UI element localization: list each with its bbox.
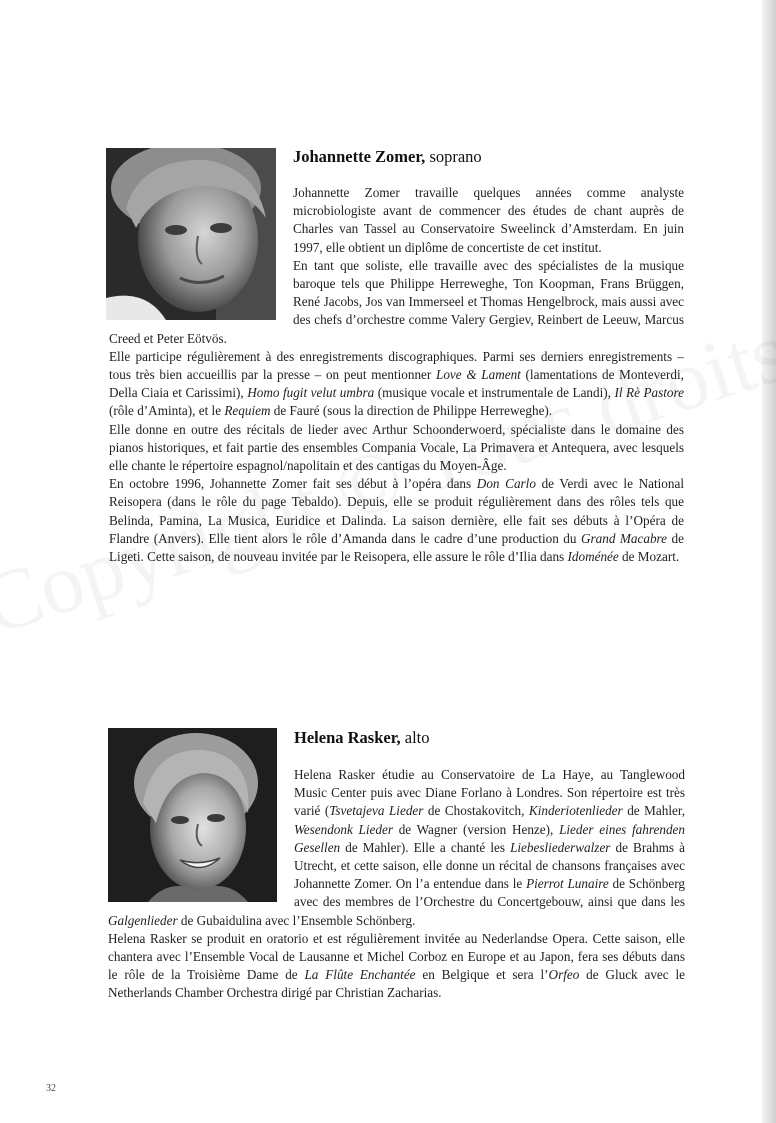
- text-run: de Ligeti. Cette saison, de nouveau invitée par le Reisopera, elle assure le rôle d’Ilia dans: [109, 530, 684, 565]
- text-run: de Mahler,: [622, 803, 686, 819]
- bio-title-helena-rasker: [294, 728, 430, 748]
- bio-paragraph: [109, 421, 684, 476]
- text-run: Helena Rasker étudie au Conservatoire de La Haye, au Tanglewood Music Center puis avec Diane Forlano à Londres. Son répertoire est très varié (: [294, 767, 685, 819]
- artist-name: Johannette Zomer,: [293, 147, 426, 166]
- text-run: de Verdi avec le National Reisopera (dans le rôle du page Tebaldo). Depuis, elle se produit régulièrement dans des rôles tels que Belinda, Pamina, La Musica, Euridice et Dalinda. La saison dernière, elle fait ses débuts à l’Opéra de Flandre (Anvers). Elle tient alors le rôle d’Amanda dans le cadre d’une production du: [109, 476, 684, 546]
- text-run: de Mahler). Elle a chanté les: [340, 839, 511, 855]
- text-run: de Mozart.: [618, 549, 680, 565]
- page-number: 32: [46, 1083, 56, 1094]
- text-run: Helena Rasker se produit en oratorio et est régulièrement invitée au Nederlandse Opera. Cette saison, elle chantera avec l’Ensemble Vocal de Lausanne et Michel Corboz en Europe et au Japon, fera ses débuts dans le rôle de la Troisième Dame de: [108, 930, 685, 983]
- text-run: En tant que soliste, elle travaille avec des spécialistes de la musique baroque tels que Philippe Herreweghe, Ton Koopman, Frans Brüggen, René Jacobs, Jos van Immerseel et Thomas Hengelbrock, mais aussi avec des chefs d’orchestre comme Valery Gergiev, Reinbert de Leeuw, Marcus Creed et Peter Eötvös.: [109, 257, 684, 346]
- work-title: Tsvetajeva Lieder: [329, 803, 424, 819]
- bio-paragraph: [108, 930, 685, 1003]
- work-title: Orfeo: [548, 967, 580, 983]
- text-run: Elle participe régulièrement à des enregistrements discographiques. Parmi ses derniers enregistrements – tous très bien accueillis par la presse – on peut mentionner: [109, 348, 684, 383]
- work-title: Don Carlo: [476, 476, 536, 492]
- work-title: Homo fugit velut umbra: [247, 385, 375, 401]
- bio-text-helena-rasker: [108, 766, 685, 1003]
- voice-type: alto: [404, 728, 430, 747]
- work-title: Idoménée: [567, 549, 619, 565]
- work-title: La Flûte Enchantée: [304, 967, 416, 983]
- text-run: en Belgique et sera l’: [415, 967, 549, 983]
- work-title: Grand Macabre: [580, 530, 668, 546]
- work-title: Requiem: [224, 403, 271, 419]
- work-title: Lieder eines fahrenden Gesellen: [294, 821, 686, 855]
- work-title: Kinderiotenlieder: [528, 803, 623, 819]
- artist-name: Helena Rasker,: [294, 728, 401, 747]
- bio-paragraph: [109, 348, 684, 421]
- work-title: Love & Lament: [436, 367, 521, 383]
- text-run: (lamentations de Monteverdi, Della Ciaia et Carissimi),: [109, 367, 684, 401]
- text-run: de Schönberg avec des membres de l’Orchestre du Concertgebouw, ainsi que dans les: [294, 876, 685, 910]
- text-run: Elle donne en outre des récitals de lieder avec Arthur Schoonderwoerd, spécialiste dans le domaine des pianos historiques, et fait partie des ensembles Compania Vocale, La Primavera et Antequera, avec lesquels elle chante le répertoire espagnol/napolitain et des cantigas du Moyen-Âge.: [109, 421, 684, 474]
- work-title: Wesendonk Lieder: [294, 821, 393, 837]
- page-edge-shadow: [762, 0, 776, 1123]
- voice-type: soprano: [429, 147, 482, 166]
- bio-paragraph: [109, 475, 684, 566]
- bio-text-johannette-zomer: [109, 184, 684, 566]
- text-run: Johannette Zomer travaille quelques années comme analyste microbiologiste avant de commencer des études de chant auprès de Charles van Tassel au Conservatoire Sweelinck d’Amsterdam. En juin 1997, elle obtient un diplôme de concertiste de cet institut.: [293, 185, 684, 255]
- text-run: de Gubaidulina avec l’Ensemble Schönberg.: [177, 912, 416, 928]
- work-title: Liebesliederwalzer: [510, 839, 611, 855]
- text-run: (rôle d’Aminta), et le: [109, 403, 225, 419]
- text-run: de Fauré (sous la direction de Philippe Herreweghe).: [270, 403, 553, 419]
- work-title: Galgenlieder: [108, 912, 178, 928]
- work-title: Pierrot Lunaire: [526, 876, 609, 892]
- text-run: En octobre 1996, Johannette Zomer fait ses début à l’opéra dans: [109, 476, 477, 492]
- text-run: de Chostakovitch,: [423, 803, 529, 819]
- text-run: de Brahms à Utrecht, et cette saison, elle donne un récital de chansons françaises avec Johannette Zomer. On l’a entendue dans le: [294, 839, 685, 892]
- bio-title-johannette-zomer: [293, 147, 482, 167]
- text-run: de Wagner (version Henze),: [393, 821, 560, 837]
- work-title: Il Rè Pastore: [614, 385, 685, 401]
- text-run: (musique vocale et instrumentale de Landi),: [374, 385, 615, 401]
- text-run: de Gluck avec le Netherlands Chamber Orchestra dirigé par Christian Zacharias.: [108, 967, 685, 1001]
